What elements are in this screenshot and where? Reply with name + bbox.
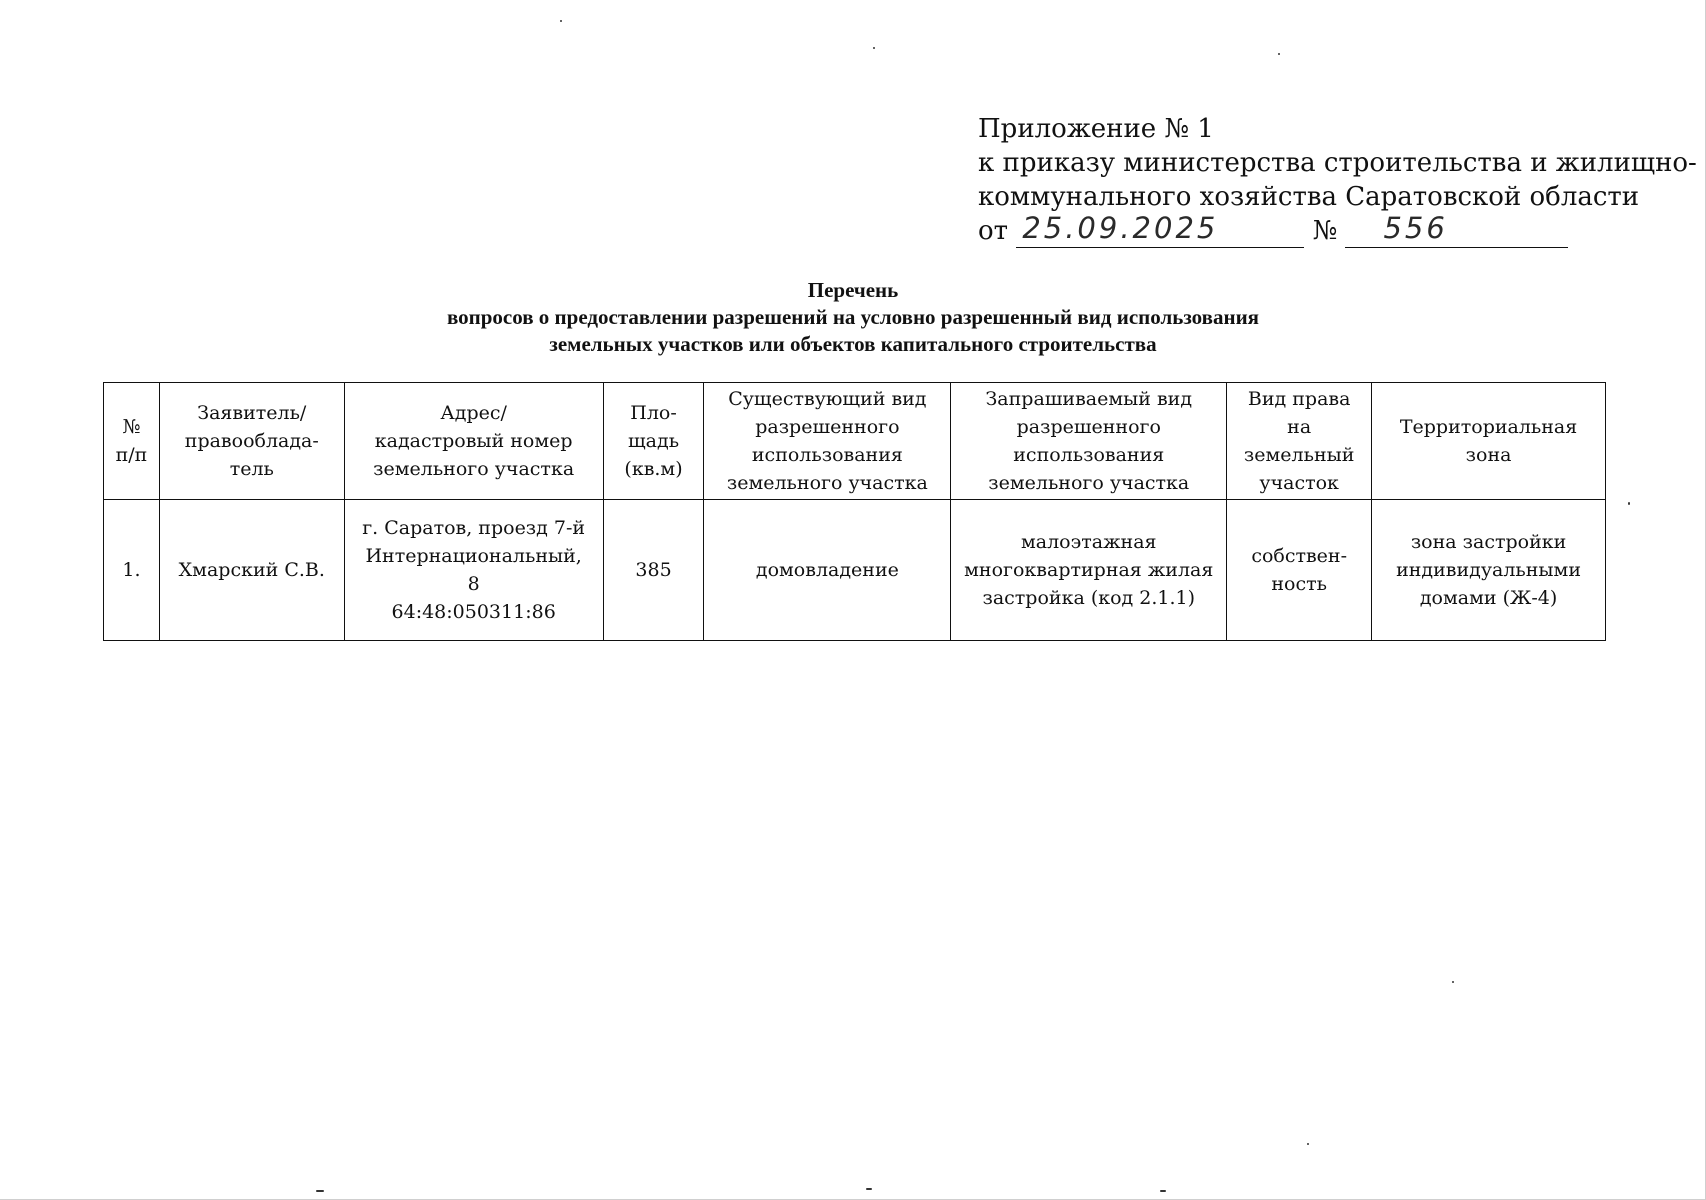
table-header-row xyxy=(104,383,1606,500)
scan-speck xyxy=(1628,502,1630,505)
table-row xyxy=(104,500,1606,641)
header-requested-use: Запрашиваемый вид разрешенного использования земельного участка xyxy=(951,383,1227,500)
cell-requested-use: малоэтажная многоквартирная жилая застройка (код 2.1.1) xyxy=(951,500,1227,641)
scan-speck xyxy=(560,20,562,22)
cell-applicant: Хмарский С.В. xyxy=(159,500,344,641)
title-line-2: вопросов о предоставлении разрешений на условно разрешенный вид использования xyxy=(446,305,1260,329)
scan-speck xyxy=(1278,53,1280,55)
scan-speck xyxy=(1452,981,1454,983)
appendix-date-number-line xyxy=(978,211,1628,248)
cell-existing-use: домовладение xyxy=(704,500,951,641)
cell-right-type: собствен- ность xyxy=(1227,500,1372,641)
header-area: Пло- щадь (кв.м) xyxy=(603,383,704,500)
header-address: Адрес/ кадастровый номер земельного участка xyxy=(344,383,603,500)
cell-address: г. Саратов, проезд 7-й Интернациональный, 8 64:48:050311:86 xyxy=(344,500,603,641)
scan-speck xyxy=(866,1188,872,1190)
title-line-1: Перечень xyxy=(807,278,899,302)
date-field xyxy=(1016,211,1304,248)
appendix-title: Приложение № 1 xyxy=(978,114,1214,144)
cell-num: 1. xyxy=(104,500,160,641)
appendix-order-line: к приказу министерства строительства и жилищно- xyxy=(978,148,1697,178)
number-field xyxy=(1345,211,1568,248)
scan-speck xyxy=(1160,1190,1166,1192)
title-line-3: земельных участков или объектов капитального строительства xyxy=(549,332,1157,356)
scan-speck xyxy=(873,47,875,49)
header-right-type: Вид права на земельный участок xyxy=(1227,383,1372,500)
number-prefix: № xyxy=(1312,216,1338,246)
scan-speck xyxy=(1307,1143,1309,1145)
questions-table xyxy=(103,382,1606,641)
handwritten-date: 25.09.2025 xyxy=(1022,211,1219,245)
cell-territorial-zone: зона застройки индивидуальными домами (Ж-4) xyxy=(1372,500,1606,641)
appendix-ministry-line: коммунального хозяйства Саратовской области xyxy=(978,182,1640,212)
date-prefix: от xyxy=(978,216,1009,246)
cell-area: 385 xyxy=(603,500,704,641)
handwritten-number: 556 xyxy=(1383,211,1448,245)
header-existing-use: Существующий вид разрешенного использования земельного участка xyxy=(704,383,951,500)
header-num: № п/п xyxy=(104,383,160,500)
document-title xyxy=(0,277,1706,358)
scan-speck xyxy=(316,1190,324,1192)
appendix-block xyxy=(978,112,1697,248)
header-applicant: Заявитель/ правооблада- тель xyxy=(159,383,344,500)
header-territorial-zone: Территориальная зона xyxy=(1372,383,1606,500)
